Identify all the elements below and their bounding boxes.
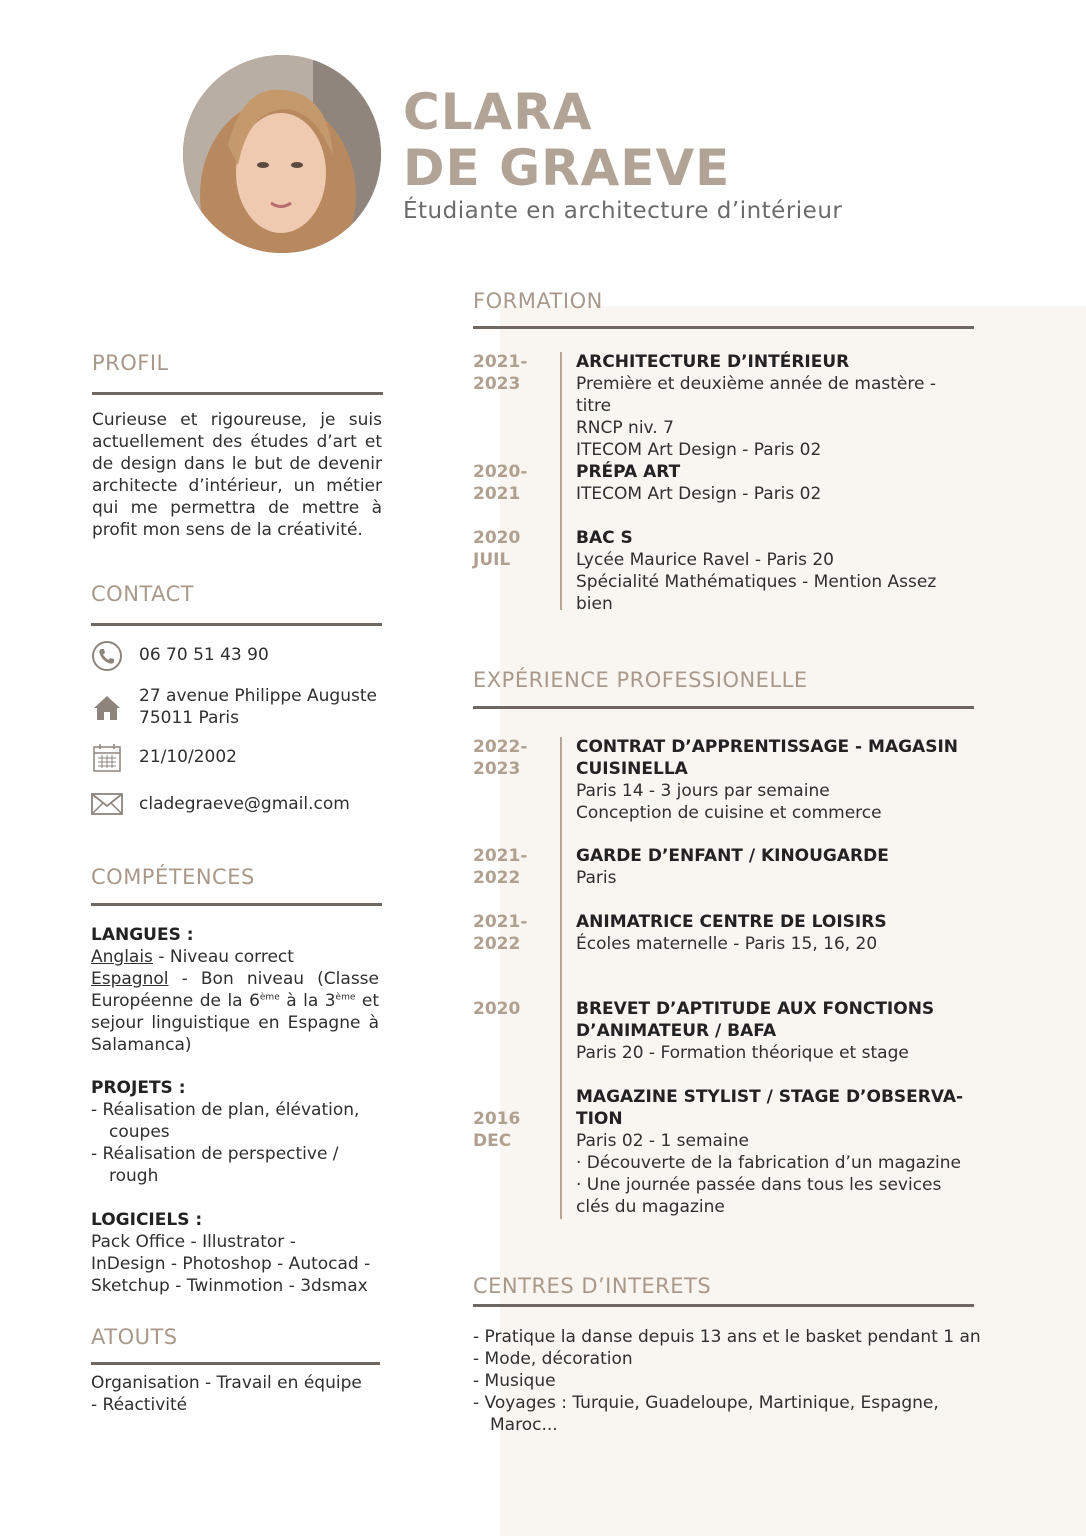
- formation-year: 2020 JUIL: [473, 528, 521, 570]
- address-line2: 75011 Paris: [139, 708, 239, 728]
- full-name: [403, 84, 730, 196]
- competences-rule: [91, 903, 382, 906]
- anglais-label: Anglais: [91, 947, 153, 967]
- projet-1b: coupes: [109, 1122, 170, 1142]
- calendar-icon: [91, 741, 123, 773]
- langues-label: LANGUES :: [91, 925, 194, 945]
- experience-entry: CONTRAT D’APPRENTISSAGE - MAGASIN CUISINELLA Paris 14 - 3 jours par semaine Conception de cuisine et commerce: [576, 737, 959, 823]
- experience-entry: GARDE D’ENFANT / KINOUGARDE Paris: [576, 846, 889, 888]
- formation-timeline: [560, 352, 562, 610]
- projet-2b: rough: [109, 1166, 159, 1186]
- sup-1: ème: [259, 992, 280, 1003]
- projets-label: PROJETS :: [91, 1078, 186, 1098]
- email[interactable]: cladegraeve@gmail.com: [139, 794, 350, 814]
- mail-icon: [91, 788, 123, 820]
- atouts-rule: [91, 1362, 380, 1365]
- formation-year: 2021- 2023: [473, 352, 528, 394]
- formation-entry: BAC S Lycée Maurice Ravel - Paris 20 Spécialité Mathématiques - Mention Assez bien: [576, 528, 937, 614]
- atouts-title: ATOUTS: [91, 1325, 178, 1349]
- logiciels-label: LOGICIELS :: [91, 1210, 203, 1230]
- sup-2: ème: [335, 992, 356, 1003]
- projet-1: - Réalisation de plan, élévation,: [91, 1100, 360, 1120]
- interet-item: Maroc...: [490, 1415, 558, 1435]
- experience-year: 2021- 2022: [473, 912, 528, 954]
- experience-timeline: [560, 737, 562, 1219]
- experience-year: 2020: [473, 999, 521, 1019]
- interets-list: [473, 1326, 983, 1436]
- formation-rule: [473, 326, 974, 329]
- formation-year: 2020- 2021: [473, 462, 528, 504]
- experience-year: 2022- 2023: [473, 737, 528, 779]
- langues-block: [91, 924, 379, 1056]
- competences-title: COMPÉTENCES: [91, 865, 255, 889]
- experience-rule: [473, 706, 974, 709]
- profil-rule: [92, 392, 383, 395]
- interet-item: - Voyages : Turquie, Guadeloupe, Martinique, Espagne,: [473, 1393, 939, 1413]
- job-subtitle: Étudiante en architecture d’intérieur: [403, 198, 843, 224]
- espagnol-level-a: - Bon niveau (Classe Européenne de la 6: [91, 969, 379, 1011]
- espagnol-label: Espagnol: [91, 969, 169, 989]
- logiciels-line1: Pack Office - Illustrator -: [91, 1232, 296, 1252]
- contact-title: CONTACT: [91, 582, 195, 606]
- espagnol-level-c: et sejour linguistique en Espagne à Salamanca): [91, 991, 379, 1055]
- phone-number[interactable]: 06 70 51 43 90: [139, 645, 269, 665]
- formation-entry: ARCHITECTURE D’INTÉRIEUR Première et deuxième année de mastère - titre RNCP niv. 7 ITECOM Art Design - Paris 02: [576, 352, 936, 460]
- formation-title: FORMATION: [473, 289, 603, 313]
- anglais-level: - Niveau correct: [152, 947, 294, 967]
- experience-entry: MAGAZINE STYLIST / STAGE D’OBSERVA- TION Paris 02 - 1 semaine · Découverte de la fabrication d’un magazine · Une journée passée dans tous les sevices clés du magazine: [576, 1087, 964, 1217]
- last-name: DE GRAEVE: [403, 139, 731, 197]
- profile-photo: [183, 55, 381, 253]
- profil-text: Curieuse et rigoureuse, je suis actuellement des études d’art et de design dans le but de devenir architecte d’intérieur, un métier qui me permettra de mettre à profit mon sens de la créativité.: [92, 410, 382, 540]
- atouts-text: [91, 1372, 386, 1416]
- address: [139, 685, 377, 729]
- projet-2: - Réalisation de perspective /: [91, 1144, 339, 1164]
- experience-year: 2016 DEC: [473, 1109, 521, 1151]
- espagnol-level-b: à la 3: [279, 991, 336, 1011]
- atouts-line2: - Réactivité: [91, 1395, 188, 1415]
- logiciels-line2: InDesign - Photoshop - Autocad -: [91, 1254, 371, 1274]
- formation-entry: PRÉPA ART ITECOM Art Design - Paris 02: [576, 462, 822, 504]
- experience-entry: BREVET D’APTITUDE AUX FONCTIONS D’ANIMATEUR / BAFA Paris 20 - Formation théorique et stage: [576, 999, 935, 1063]
- projets-block: [91, 1077, 381, 1187]
- birthdate: 21/10/2002: [139, 747, 237, 767]
- logiciels-line3: Sketchup - Twinmotion - 3dsmax: [91, 1276, 368, 1296]
- interets-title: CENTRES D’INTERETS: [473, 1274, 712, 1298]
- atouts-line1: Organisation - Travail en équipe: [91, 1373, 362, 1393]
- interet-item: - Musique: [473, 1371, 556, 1391]
- contact-rule: [91, 623, 382, 626]
- address-line1: 27 avenue Philippe Auguste: [139, 686, 377, 706]
- interets-rule: [473, 1304, 974, 1307]
- profil-title: PROFIL: [92, 351, 169, 375]
- interet-item: - Mode, décoration: [473, 1349, 633, 1369]
- logiciels-block: [91, 1209, 386, 1297]
- experience-year: 2021- 2022: [473, 846, 528, 888]
- interet-item: - Pratique la danse depuis 13 ans et le basket pendant 1 an: [473, 1327, 981, 1347]
- experience-entry: ANIMATRICE CENTRE DE LOISIRS Écoles maternelle - Paris 15, 16, 20: [576, 912, 887, 954]
- home-icon: [91, 692, 123, 724]
- experience-title: EXPÉRIENCE PROFESSIONELLE: [473, 668, 808, 692]
- phone-icon: [91, 640, 123, 672]
- first-name: CLARA: [403, 83, 593, 141]
